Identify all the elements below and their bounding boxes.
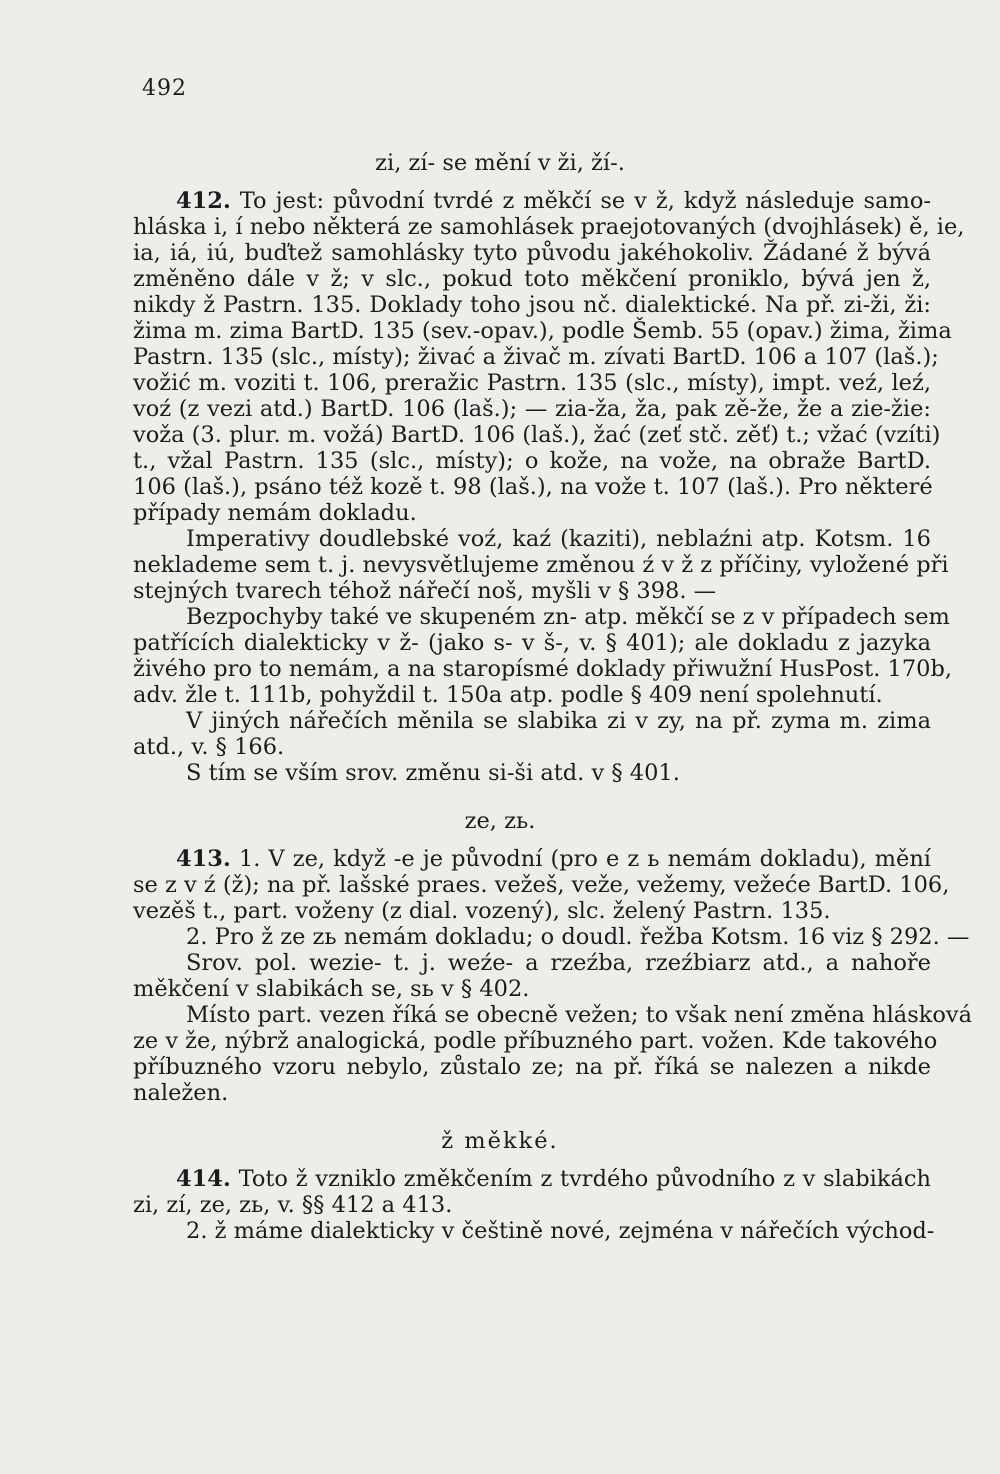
- paragraph-line: neklademe sem t. j. nevysvětlujeme změnou ź v ž z příčiny, vyložené při: [133, 552, 949, 578]
- paragraph-line: živého pro to nemám, a na staropísmé doklady přiwužní HusPost. 170b,: [133, 656, 953, 682]
- paragraph-line: hláska i, í nebo některá ze samohlásek praejotovaných (dvojhlásek) ě, ie,: [133, 214, 965, 240]
- paragraph-line: stejných tvarech téhož nářečí noš, myšli v § 398. —: [133, 578, 717, 604]
- paragraph-line: adv. žle t. 111b, pohyždil t. 150a atp. podle § 409 není spolehnutí.: [133, 682, 883, 708]
- paragraph-line: vožić m. voziti t. 106, preražic Pastrn. 135 (slc., místy), impt. veź, leź,: [133, 370, 931, 396]
- paragraph-line: zi, zí, ze, zь, v. §§ 412 a 413.: [133, 1192, 453, 1218]
- paragraph-line: 2. ž máme dialekticky v češtině nové, zejména v nářečích východ-: [186, 1218, 935, 1244]
- section-heading: zi, zí- se mění v ži, ží-.: [375, 150, 625, 176]
- paragraph-line: 414. Toto ž vzniklo změkčením z tvrdého původního z v slabikách: [176, 1166, 932, 1192]
- paragraph-line: atd., v. § 166.: [133, 734, 285, 760]
- paragraph-line: Místo part. vezen říká se obecně vežen; to však není změna hlásková: [186, 1002, 973, 1028]
- paragraph-line: Imperativy doudlebské voź, kaź (kaziti), neblaźni atp. Kotsm. 16: [186, 526, 931, 552]
- section-heading: ze, zь.: [464, 808, 536, 834]
- paragraph-line: t., vžal Pastrn. 135 (slc., místy); o kože, na vože, na obraže BartD.: [133, 448, 931, 474]
- paragraph-line: 2. Pro ž ze zь nemám dokladu; o doudl. řežba Kotsm. 16 viz § 292. —: [186, 924, 970, 950]
- paragraph-line: ze v že, nýbrž analogická, podle příbuzného part. vožen. Kde takového: [133, 1028, 938, 1054]
- paragraph-line: případy nemám dokladu.: [133, 500, 417, 526]
- section-number: 412.: [176, 188, 231, 214]
- paragraph-line: 413. 1. V ze, když -e je původní (pro e z ь nemám dokladu), mění: [176, 846, 932, 872]
- paragraph-line: naležen.: [133, 1080, 229, 1106]
- paragraph-line: 106 (laš.), psáno též kozě t. 98 (laš.), na vože t. 107 (laš.). Pro některé: [133, 474, 933, 500]
- paragraph-line: S tím se vším srov. změnu si-ši atd. v § 401.: [186, 760, 680, 786]
- section-number: 413.: [176, 846, 231, 872]
- paragraph-line: žima m. zima BartD. 135 (sev.-opav.), podle Šemb. 55 (opav.) žima, žima: [133, 318, 952, 344]
- paragraph-line: nikdy ž Pastrn. 135. Doklady toho jsou nč. dialektické. Na př. zi-ži, ži:: [133, 292, 931, 318]
- paragraph-line: ia, iá, iú, buďtež samohlásky tyto původu jakéhokoliv. Žádané ž bývá: [133, 240, 931, 266]
- paragraph-line: Bezpochyby také ve skupeném zn- atp. měkčí se z v případech sem: [186, 604, 950, 630]
- paragraph-line: se z v ź (ž); na př. lašské praes. vežeš, veže, vežemy, vežeće BartD. 106,: [133, 872, 950, 898]
- section-heading: ž měkké.: [441, 1128, 559, 1154]
- page-number: 492: [142, 76, 187, 101]
- paragraph-line: V jiných nářečích měnila se slabika zi v zy, na př. zyma m. zima: [186, 708, 931, 734]
- paragraph-line: Srov. pol. wezie- t. j. weźe- a rzeźba, rzeźbiarz atd., a nahoře: [186, 950, 931, 976]
- paragraph-line: patřících dialekticky v ž- (jako s- v š-, v. § 401); ale dokladu z jazyka: [133, 630, 931, 656]
- paragraph-line: vezěš t., part. voženy (z dial. vozený), slc. želený Pastrn. 135.: [133, 898, 831, 924]
- paragraph-line: voź (z vezi atd.) BartD. 106 (laš.); — zia-ža, ža, pak zě-že, že a zie-žie:: [133, 396, 931, 422]
- paragraph-line: Pastrn. 135 (slc., místy); živać a živač m. zívati BartD. 106 a 107 (laš.);: [133, 344, 939, 370]
- paragraph-line: změněno dále v ž; v slc., pokud toto měkčení proniklo, bývá jen ž,: [133, 266, 931, 292]
- section-number: 414.: [176, 1166, 231, 1192]
- paragraph-line: měkčení v slabikách se, sь v § 402.: [133, 976, 530, 1002]
- paragraph-line: 412. To jest: původní tvrdé z měkčí se v ž, když následuje samo-: [176, 188, 931, 214]
- paragraph-line: příbuzného vzoru nebylo, zůstalo ze; na př. říká se nalezen a nikde: [133, 1054, 931, 1080]
- paragraph-line: voža (3. plur. m. vožá) BartD. 106 (laš.), žać (zeť stč. zěť) t.; vžać (vzíti): [133, 422, 941, 448]
